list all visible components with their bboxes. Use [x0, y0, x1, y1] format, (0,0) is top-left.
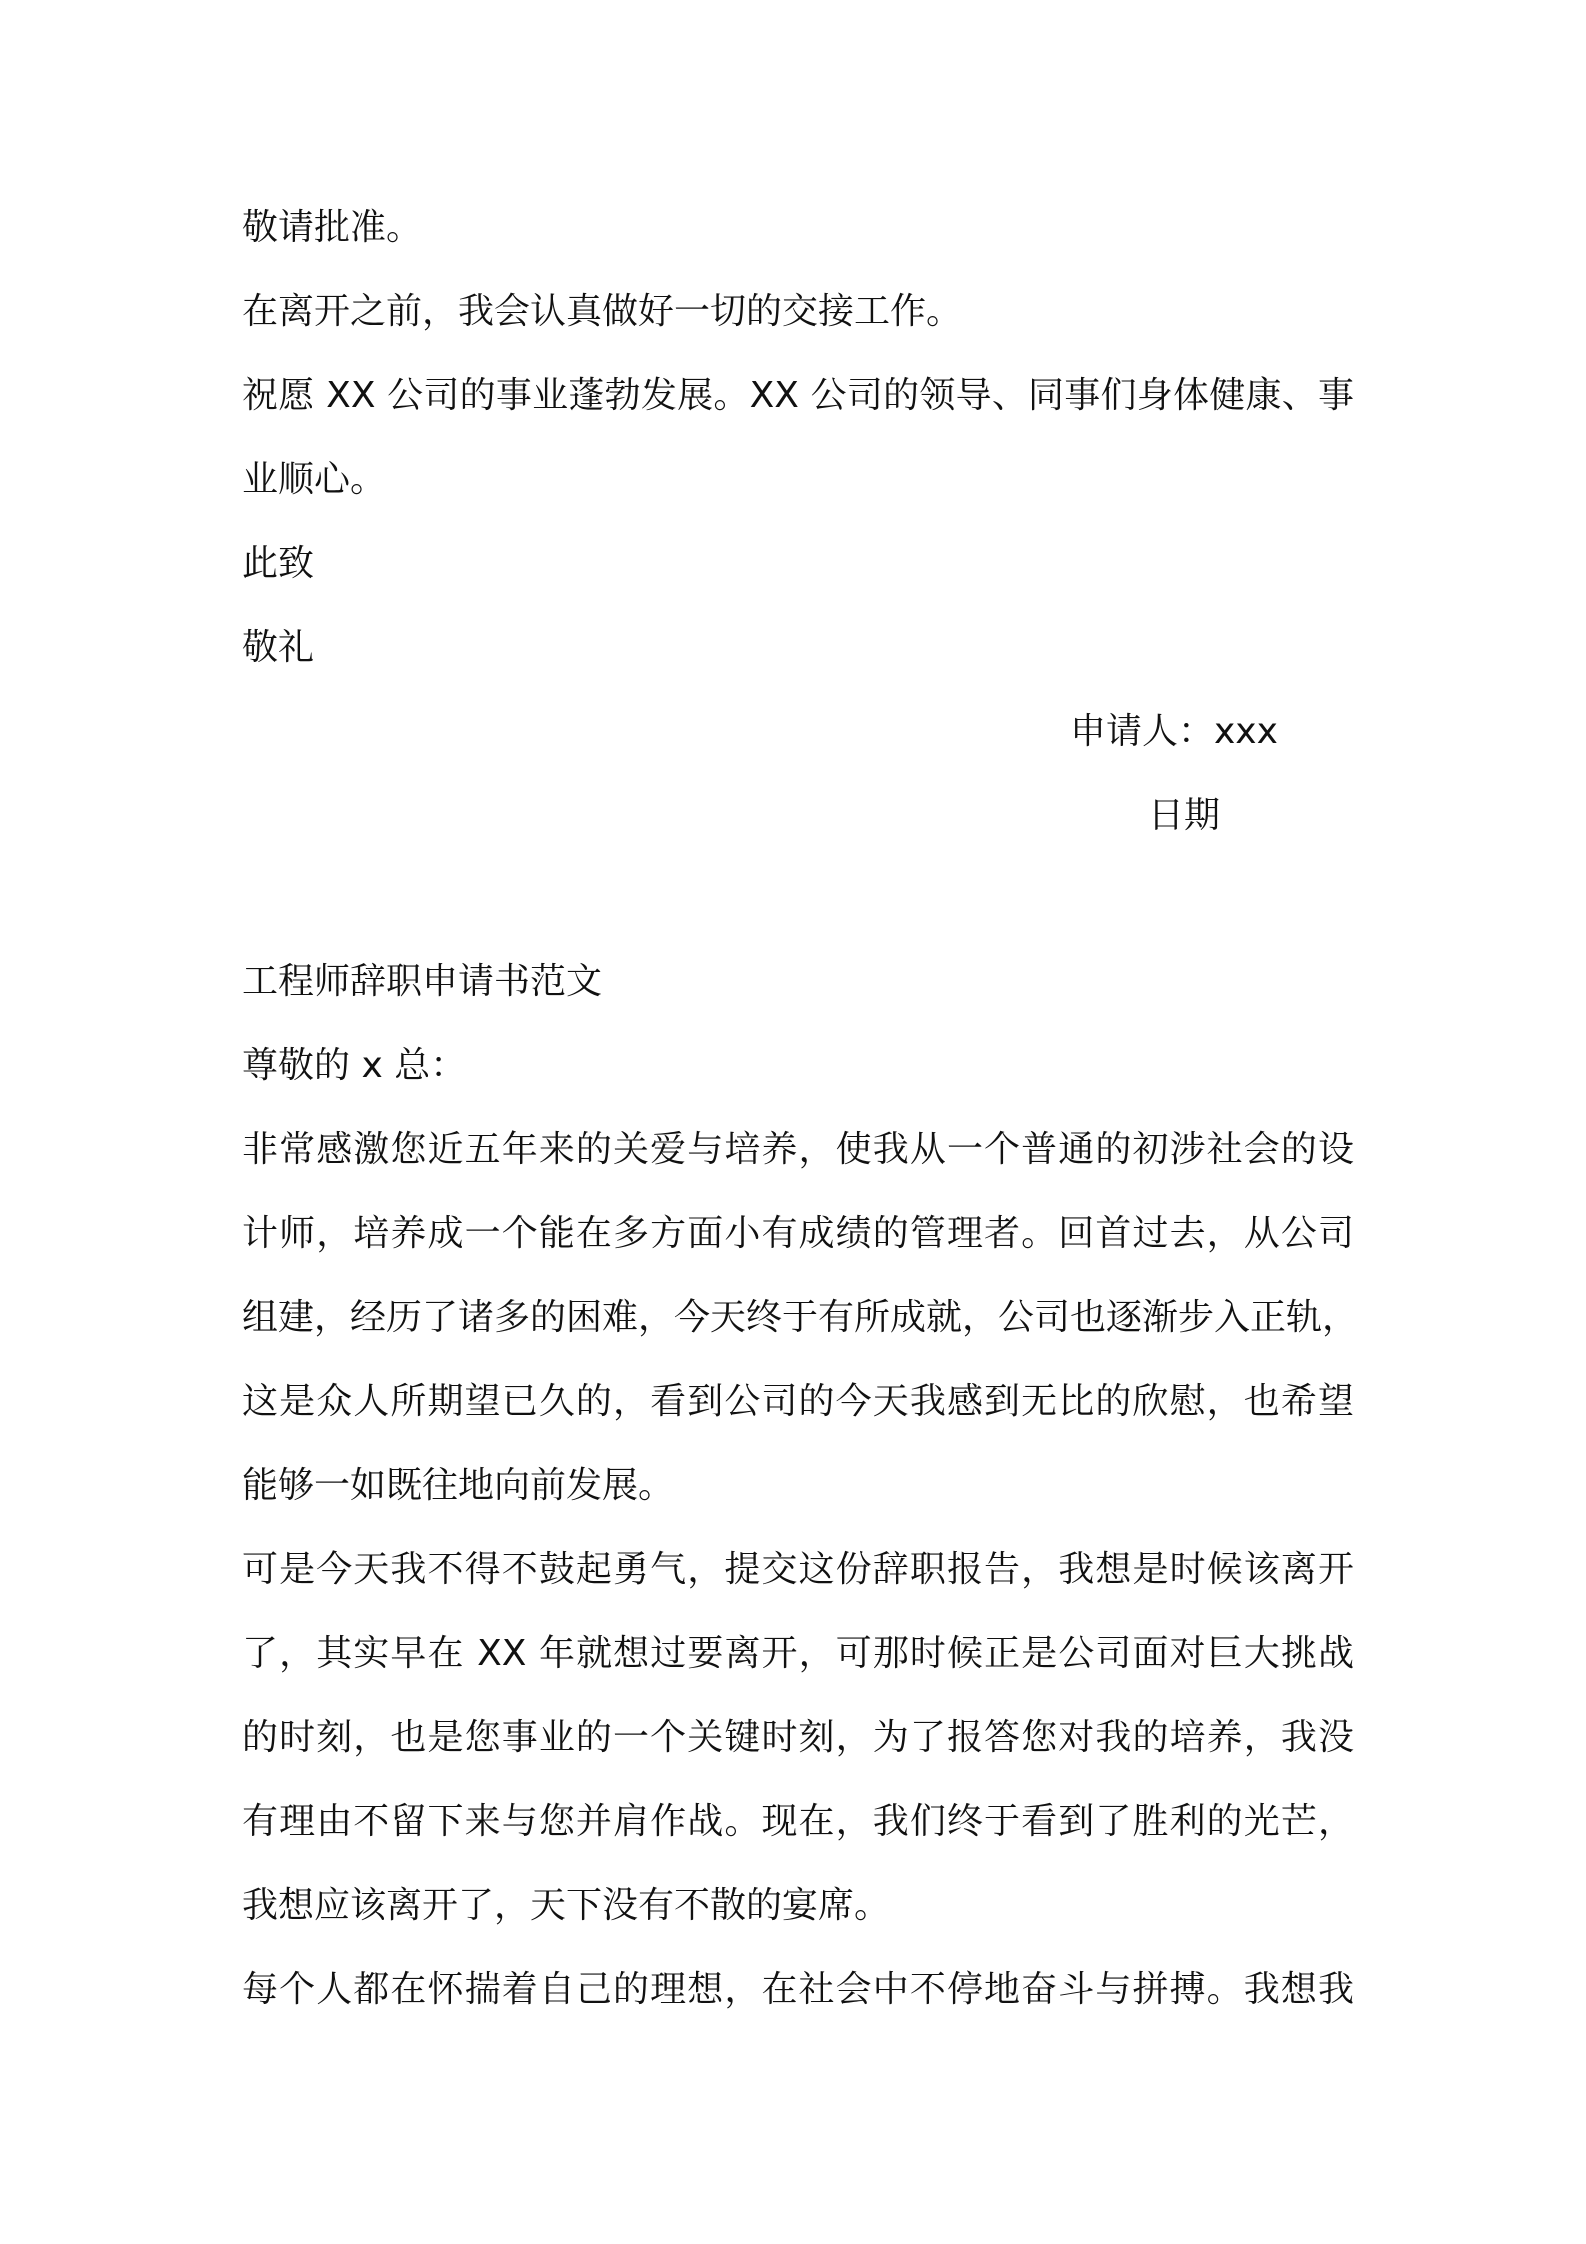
document-title: 工程师辞职申请书范文 — [242, 961, 603, 1002]
paragraph-1-line: 能够一如既往地向前发展。 — [242, 1465, 675, 1506]
closing-line-jing-li: 敬礼 — [242, 627, 315, 668]
salutation: 尊敬的 x 总： — [242, 1045, 467, 1086]
paragraph-2-line: 可是今天我不得不鼓起勇气，提交这份辞职报告，我想是时候该离开 — [242, 1549, 1354, 1590]
paragraph-1-line: 组建，经历了诸多的困难，今天终于有所成就，公司也逐渐步入正轨， — [242, 1297, 1359, 1338]
paragraph-2-line: 我想应该离开了，天下没有不散的宴席。 — [242, 1885, 891, 1926]
closing-line: 敬请批准。 — [242, 207, 423, 248]
applicant-signature: 申请人：xxx — [1070, 711, 1278, 752]
paragraph-2-line: 了，其实早在 XX 年就想过要离开，可那时候正是公司面对巨大挑战 — [242, 1633, 1354, 1674]
paragraph-1-line: 计师，培养成一个能在多方面小有成绩的管理者。回首过去，从公司 — [242, 1213, 1354, 1254]
closing-line: 业顺心。 — [242, 459, 387, 500]
closing-line: 祝愿 XX 公司的事业蓬勃发展。XX 公司的领导、同事们身体健康、事 — [242, 375, 1354, 416]
paragraph-2-line: 有理由不留下来与您并肩作战。现在，我们终于看到了胜利的光芒， — [242, 1801, 1354, 1842]
closing-line: 在离开之前，我会认真做好一切的交接工作。 — [242, 291, 963, 332]
paragraph-2-line: 的时刻，也是您事业的一个关键时刻，为了报答您对我的培养，我没 — [242, 1717, 1354, 1758]
paragraph-3-line: 每个人都在怀揣着自己的理想，在社会中不停地奋斗与拼搏。我想我 — [242, 1969, 1354, 2010]
paragraph-1-line: 非常感激您近五年来的关爱与培养，使我从一个普通的初涉社会的设 — [242, 1129, 1354, 1170]
date-line: 日期 — [1148, 795, 1221, 836]
paragraph-1-line: 这是众人所期望已久的，看到公司的今天我感到无比的欣慰，也希望 — [242, 1381, 1354, 1422]
closing-line-ci-zhi: 此致 — [242, 543, 315, 584]
